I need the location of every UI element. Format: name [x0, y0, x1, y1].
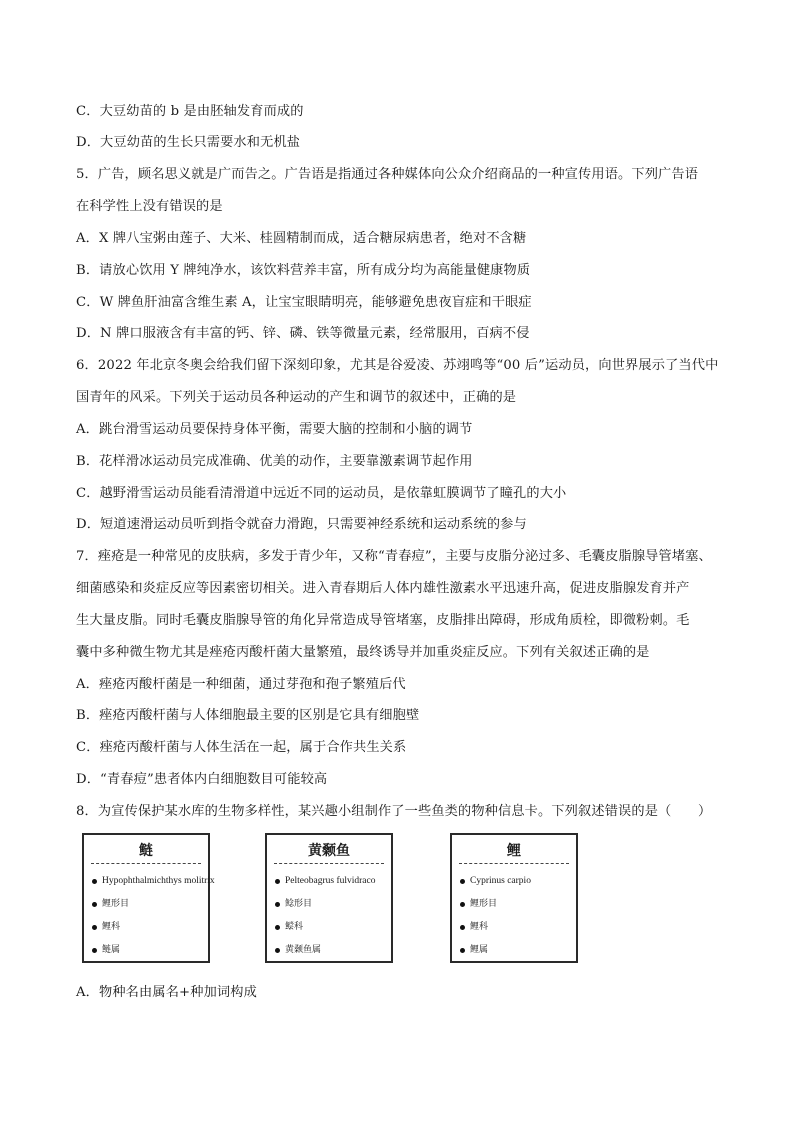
- card-scientific-name: Cyprinus carpio: [452, 876, 576, 887]
- bullet-icon: [460, 902, 465, 907]
- question-6-stem-line2: 国青年的风采。下列关于运动员各种运动的产生和调节的叙述中，正确的是: [76, 390, 517, 405]
- question-7-stem-line1: 7．痤疮是一种常见的皮肤病，多发于青少年，又称“青春痘”，主要与皮脂分泌过多、毛囊皮脂腺导管堵塞、: [76, 549, 712, 564]
- option-6b: B．花样滑冰运动员完成准确、优美的动作，主要靠激素调节起作用: [76, 454, 473, 469]
- card-order: 鲤形目: [452, 899, 576, 910]
- card-divider: [91, 863, 201, 864]
- card-title: 鲢: [139, 843, 153, 859]
- option-7b: B．痤疮丙酸杆菌与人体细胞最主要的区别是它具有细胞壁: [76, 708, 420, 723]
- question-7-stem-line2: 细菌感染和炎症反应等因素密切相关。进入青春期后人体内雄性激素水平迅速升高，促进皮脂腺发育并产: [76, 581, 690, 596]
- card-scientific-name: Hypophthalmichthys molitrix: [84, 876, 208, 887]
- card-family: 鲤科: [84, 922, 208, 933]
- bullet-icon: [275, 948, 280, 953]
- question-5-stem-line2: 在科学性上没有错误的是: [76, 199, 223, 214]
- option-5a: A．X 牌八宝粥由莲子、大米、桂圆精制而成，适合糖尿病患者，绝对不含糖: [76, 231, 527, 246]
- question-6-stem-line1: 6．2022 年北京冬奥会给我们留下深刻印象，尤其是谷爱凌、苏翊鸣等“00 后”运动员，向世界展示了当代中: [76, 358, 719, 373]
- option-5b: B．请放心饮用 Y 牌纯净水，该饮料营养丰富，所有成分均为高能量健康物质: [76, 263, 531, 278]
- card-family: 鲿科: [267, 922, 391, 933]
- card-divider: [274, 863, 384, 864]
- option-7a: A．痤疮丙酸杆菌是一种细菌，通过芽孢和孢子繁殖后代: [76, 677, 406, 692]
- card-genus: 黄颡鱼属: [267, 945, 391, 956]
- bullet-icon: [275, 879, 280, 884]
- option-4d: D．大豆幼苗的生长只需要水和无机盐: [76, 135, 301, 150]
- bullet-icon: [92, 948, 97, 953]
- question-5-stem-line1: 5．广告，顾名思义就是广而告之。广告语是指通过各种媒体向公众介绍商品的一种宣传用语。下列广告语: [76, 167, 699, 182]
- bullet-icon: [460, 925, 465, 930]
- bullet-icon: [92, 902, 97, 907]
- card-genus: 鲤属: [452, 945, 576, 956]
- option-5d: D．N 牌口服液含有丰富的钙、锌、磷、铁等微量元素，经常服用，百病不侵: [76, 326, 530, 341]
- bullet-icon: [460, 879, 465, 884]
- bullet-icon: [275, 925, 280, 930]
- question-8-stem: 8．为宣传保护某水库的生物多样性，某兴趣小组制作了一些鱼类的物种信息卡。下列叙述错误的是（ ）: [76, 804, 712, 819]
- species-card-yellow-catfish: [265, 833, 393, 963]
- option-7d: D．“青春痘”患者体内白细胞数目可能较高: [76, 772, 328, 787]
- card-divider: [459, 863, 569, 864]
- card-genus: 鲢属: [84, 945, 208, 956]
- card-order: 鲤形目: [84, 899, 208, 910]
- card-order: 鲶形目: [267, 899, 391, 910]
- option-6c: C．越野滑雪运动员能看清滑道中远近不同的运动员，是依靠虹膜调节了瞳孔的大小: [76, 486, 567, 501]
- bullet-icon: [460, 948, 465, 953]
- option-4c: C．大豆幼苗的 b 是由胚轴发育而成的: [76, 104, 304, 119]
- card-title: 黄颡鱼: [308, 843, 350, 859]
- option-6d: D．短道速滑运动员听到指令就奋力滑跑，只需要神经系统和运动系统的参与: [76, 517, 527, 532]
- card-title: 鲤: [507, 843, 521, 859]
- option-7c: C．痤疮丙酸杆菌与人体生活在一起，属于合作共生关系: [76, 740, 407, 755]
- option-8a: A．物种名由属名+种加词构成: [76, 985, 257, 1000]
- question-7-stem-line4: 囊中多种微生物尤其是痤疮丙酸杆菌大量繁殖，最终诱导并加重炎症反应。下列有关叙述正确的是: [76, 645, 650, 660]
- bullet-icon: [92, 879, 97, 884]
- card-scientific-name: Pelteobagrus fulvidraco: [267, 876, 391, 887]
- option-5c: C．W 牌鱼肝油富含维生素 A，让宝宝眼睛明亮，能够避免患夜盲症和干眼症: [76, 295, 532, 310]
- bullet-icon: [92, 925, 97, 930]
- bullet-icon: [275, 902, 280, 907]
- card-family: 鲤科: [452, 922, 576, 933]
- option-6a: A．跳台滑雪运动员要保持身体平衡，需要大脑的控制和小脑的调节: [76, 422, 473, 437]
- species-card-common-carp: [450, 833, 578, 963]
- question-7-stem-line3: 生大量皮脂。同时毛囊皮脂腺导管的角化异常造成导管堵塞，皮脂排出障碍，形成角质栓，即微粉刺。毛: [76, 613, 690, 628]
- species-card-silver-carp: [82, 833, 215, 963]
